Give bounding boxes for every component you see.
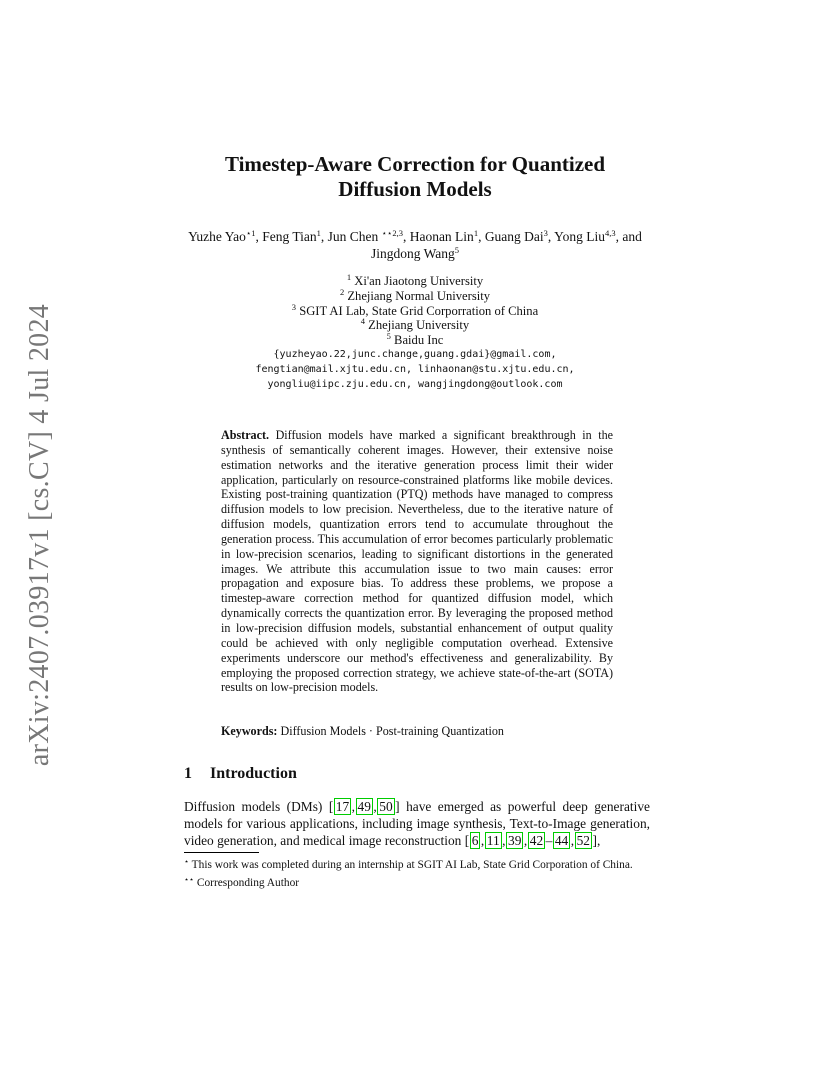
section-number: 1 bbox=[184, 765, 192, 782]
affiliation bbox=[160, 274, 670, 289]
keywords bbox=[221, 724, 613, 739]
footnote bbox=[184, 855, 650, 873]
intro-text: Diffusion models (DMs) [ bbox=[184, 799, 334, 814]
section-heading bbox=[184, 765, 297, 783]
arxiv-id: arXiv:2407.03917v1 [cs.CV] 4 Jul 2024 bbox=[24, 303, 55, 767]
author-separator: , bbox=[402, 229, 410, 244]
footnote bbox=[184, 873, 650, 891]
affiliation-number: 5 bbox=[386, 331, 391, 342]
author-mark: ⋆1 bbox=[245, 228, 256, 238]
author-mark: 4,3 bbox=[604, 228, 616, 238]
section-title: Introduction bbox=[210, 765, 297, 782]
paper-title bbox=[160, 152, 670, 202]
affiliation-number: 3 bbox=[291, 301, 297, 312]
author-mark: 3 bbox=[543, 228, 548, 238]
author: Haonan Lin bbox=[409, 229, 474, 244]
title-line-1: Timestep-Aware Correction for Quantized bbox=[224, 152, 606, 176]
author-list bbox=[185, 228, 645, 262]
footnote-symbol: ⋆ bbox=[184, 857, 190, 866]
affiliation-number: 2 bbox=[339, 286, 345, 297]
affiliation bbox=[160, 318, 670, 333]
footnotes bbox=[184, 855, 650, 890]
citation-link[interactable]: 11 bbox=[486, 833, 500, 848]
intro-text: ], bbox=[592, 833, 601, 848]
affiliation-name: Xi'an Jiaotong University bbox=[354, 274, 484, 288]
title-line-2: Diffusion Models bbox=[338, 177, 492, 201]
abstract-text: Diffusion models have marked a significant breakthrough in the synthesis of semantically coherent images. However, their extensive noise estimation networks and the iterative generation process limit their wider application, particularly on resource-constrained platforms like mobile devices. Existing post-training quantization (PTQ) methods have managed to compress diffusion models to low precision. Nevertheless, due to the iterative nature of diffusion models, quantization errors tend to accumulate throughout the generation process. This accumulation of error becomes particularly problematic in low-precision scenarios, leading to significant distortions in the generated images. We attribute this accumulation issue to two main causes: error propagation and exposure bias. To address these problems, we propose a timestep-aware correction method for quantized diffusion model, which dynamically corrects the quantization error. By leveraging the proposed method in low-precision diffusion models, substantial enhancement of output quality could be achieved with only negligible computation overhead. Extensive experiments underscore our method's effectiveness and generalizability. By employing the proposed correction strategy, we achieve state-of-the-art (SOTA) results on low-precision models. bbox=[221, 428, 613, 695]
affiliation bbox=[160, 333, 670, 348]
arxiv-sidebar-stamp bbox=[18, 300, 62, 770]
affiliation-name: Zhejiang University bbox=[368, 318, 470, 333]
affiliation-name: Baidu Inc bbox=[394, 333, 444, 348]
keywords-label: Keywords: bbox=[221, 724, 278, 738]
citation-link[interactable]: 50 bbox=[379, 799, 393, 814]
footnote-text: This work was completed during an internship at SGIT AI Lab, State Grid Corporation of China. bbox=[191, 859, 633, 871]
email-line: {yuzheyao.22,junc.change,guang.gdai}@gmail.com, bbox=[273, 349, 557, 360]
citation-link[interactable]: 49 bbox=[357, 799, 371, 814]
author: Feng Tian bbox=[262, 229, 317, 244]
affiliation-number: 1 bbox=[346, 272, 352, 282]
affiliation bbox=[160, 301, 670, 319]
author-mark: 5 bbox=[454, 245, 460, 255]
email-list bbox=[160, 347, 670, 392]
author-mark: ⋆⋆2,3 bbox=[381, 228, 403, 238]
affiliation bbox=[160, 286, 670, 304]
email-line: yongliu@iipc.zju.edu.cn, wangjingdong@outlook.com bbox=[267, 379, 563, 390]
keywords-text: Diffusion Models · Post-training Quantization bbox=[280, 724, 504, 738]
footnote-text: Corresponding Author bbox=[196, 876, 300, 889]
author-separator: , bbox=[478, 229, 485, 244]
citation-link[interactable]: 52 bbox=[576, 833, 590, 848]
author-mark: 1 bbox=[316, 228, 321, 238]
author-separator: , bbox=[255, 229, 263, 244]
affiliation-name: SGIT AI Lab, State Grid Corporration of China bbox=[299, 303, 539, 318]
affiliation-number: 4 bbox=[360, 316, 365, 327]
author: Yuzhe Yao bbox=[188, 229, 246, 244]
affiliation-name: Zhejiang Normal University bbox=[347, 288, 491, 303]
citation-link[interactable]: 6 bbox=[471, 833, 479, 848]
author-separator: , bbox=[320, 229, 328, 244]
author: Liu bbox=[586, 229, 605, 244]
footnote-rule bbox=[184, 852, 259, 853]
author-separator: , Yong bbox=[547, 229, 587, 244]
author: Guang Dai bbox=[484, 229, 544, 244]
author-separator: , and bbox=[615, 229, 642, 244]
footnote-symbol: ⋆⋆ bbox=[184, 874, 195, 884]
intro-paragraph: Diffusion models (DMs) [ 17 , 49 , 50 ] have emerged as powerful deep generative models for various applications, including image synthesis, Text-to-Image generation, video generation, and medical image reconstruction [ 6 , 11 , 39 , 42 – 44 , 52 ], bbox=[184, 799, 650, 848]
author-mark: 1 bbox=[473, 228, 479, 238]
citation-link[interactable]: 44 bbox=[554, 833, 569, 848]
abstract-label: Abstract. bbox=[221, 428, 270, 442]
abstract bbox=[221, 428, 613, 695]
intro-text: ] have emerged as powerful deep generative models for various applications, including image synthesis, Text-to-Image generation, video generation, and medical image reconstruction [ bbox=[184, 799, 650, 848]
citation-link[interactable]: 17 bbox=[335, 799, 350, 814]
email-line: fengtian@mail.xjtu.edu.cn, linhaonan@stu.xjtu.edu.cn, bbox=[255, 364, 575, 375]
citation-link[interactable]: 39 bbox=[508, 833, 522, 848]
author: Jun Chen bbox=[327, 229, 382, 244]
citation-range-dash: – bbox=[545, 833, 553, 848]
author: Jingdong Wang bbox=[370, 246, 455, 261]
citation-link[interactable]: 42 bbox=[529, 833, 544, 848]
affiliation-list bbox=[160, 274, 670, 348]
